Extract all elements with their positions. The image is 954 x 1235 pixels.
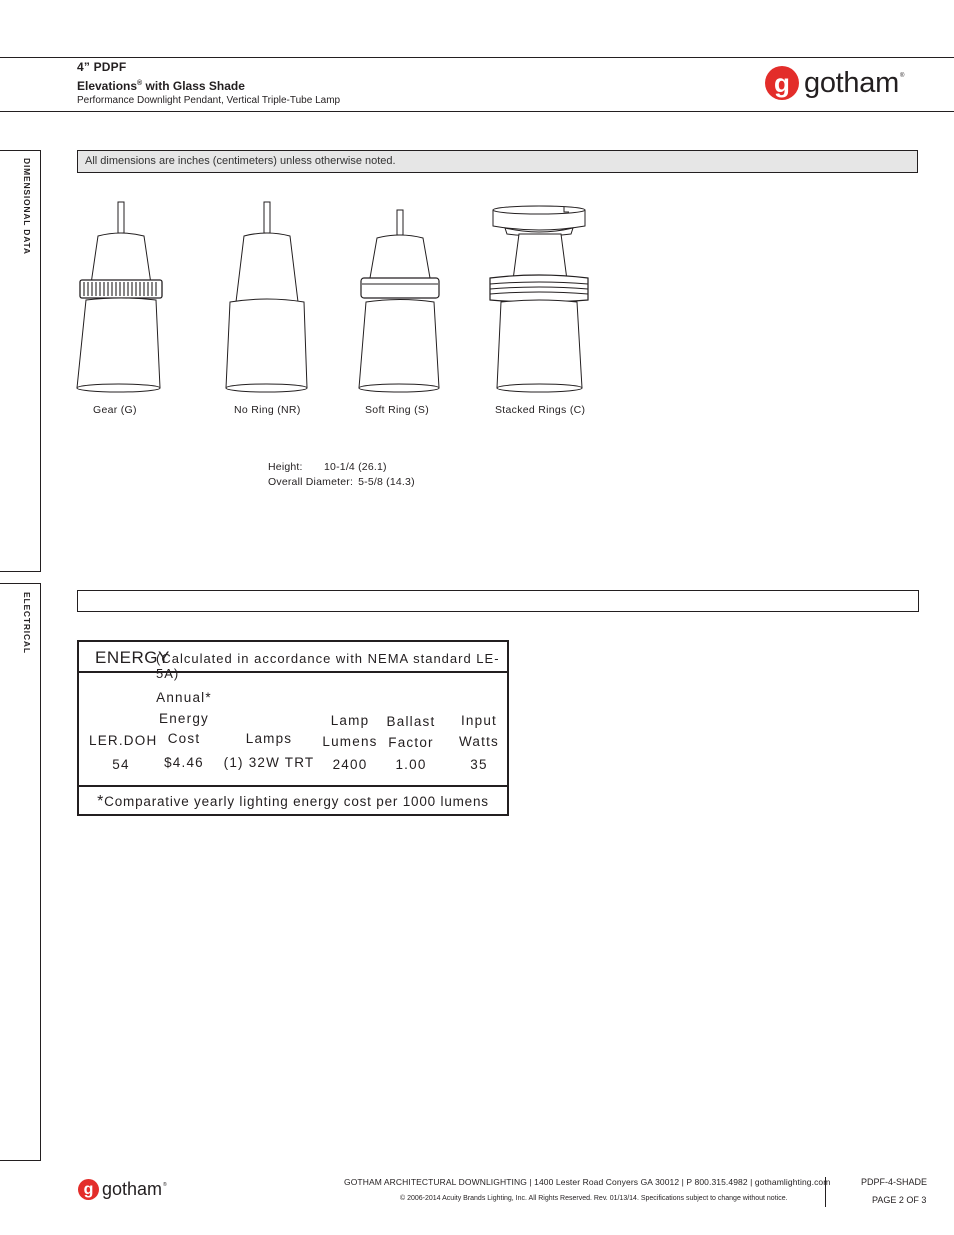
lamp-label-stacked-rings: Stacked Rings (C) bbox=[495, 404, 586, 416]
col-lamps bbox=[217, 673, 321, 785]
product-name bbox=[77, 79, 245, 93]
col-value: 54 bbox=[112, 757, 130, 772]
height-label: Height: bbox=[268, 461, 303, 473]
lamp-gear-drawing bbox=[74, 200, 164, 395]
col-header bbox=[447, 711, 511, 752]
lamp-label-no-ring: No Ring (NR) bbox=[234, 404, 301, 416]
header-top-rule bbox=[0, 57, 954, 58]
footnote-text: Comparative yearly lighting energy cost per 1000 lumens bbox=[104, 794, 489, 809]
header-bottom-rule bbox=[0, 111, 954, 112]
lamp-no-ring-drawing bbox=[222, 200, 312, 395]
side-label-dimensional-data: DIMENSIONAL DATA bbox=[22, 158, 32, 255]
col-value: 1.00 bbox=[395, 757, 427, 772]
col-header: Lamps bbox=[245, 731, 293, 746]
energy-subtitle: (Calculated in accordance with NEMA standard LE-5A) bbox=[156, 651, 500, 681]
gotham-wordmark: gotham bbox=[102, 1179, 163, 1199]
col-header-line: Energy bbox=[159, 710, 209, 726]
footnote-star: * bbox=[97, 793, 105, 810]
overall-dimensions bbox=[268, 460, 415, 490]
col-value: 2400 bbox=[332, 757, 368, 772]
registered-mark: ® bbox=[163, 1182, 167, 1188]
side-tab-dimensional bbox=[0, 150, 41, 572]
col-ler-doh bbox=[89, 673, 158, 785]
col-annual-energy-cost bbox=[153, 673, 215, 785]
col-header-line: Input bbox=[460, 713, 498, 728]
footer-divider bbox=[825, 1177, 826, 1207]
diameter-label: Overall Diameter: bbox=[268, 476, 354, 488]
document-code: PDPF-4-SHADE bbox=[861, 1177, 928, 1187]
gotham-logo-header bbox=[765, 66, 904, 100]
side-tab-electrical bbox=[0, 583, 41, 1161]
col-lamp-lumens bbox=[321, 673, 379, 785]
col-header-line: Ballast bbox=[386, 714, 436, 729]
col-header: LER.DOH bbox=[89, 733, 158, 748]
gotham-logo-footer bbox=[78, 1179, 167, 1200]
product-description: Performance Downlight Pendant, Vertical Triple-Tube Lamp bbox=[77, 95, 341, 106]
footer-address: GOTHAM ARCHITECTURAL DOWNLIGHTING | 1400 Lester Road Conyers GA 30012 | P 800.315.4982 | gothamlighting.com bbox=[344, 1177, 831, 1187]
footer-copyright: © 2006-2014 Acuity Brands Lighting, Inc. All Rights Reserved. Rev. 01/13/14. Specifications subject to change without notice. bbox=[400, 1195, 788, 1202]
col-header-line: Annual* bbox=[156, 690, 212, 705]
lamp-stacked-rings-drawing bbox=[487, 200, 592, 395]
col-ballast-factor bbox=[381, 673, 441, 785]
col-header-line: Watts bbox=[458, 733, 499, 749]
diameter-value: 5-5/8 (14.3) bbox=[358, 476, 415, 488]
col-header bbox=[153, 688, 215, 750]
energy-title: ENERGY bbox=[95, 648, 170, 667]
col-value: $4.46 bbox=[164, 755, 204, 770]
col-header bbox=[381, 712, 441, 753]
gotham-g-icon: g bbox=[78, 1179, 99, 1200]
product-name-text: Elevations bbox=[77, 79, 138, 93]
dimensions-note: All dimensions are inches (centimeters) unless otherwise noted. bbox=[85, 155, 396, 167]
energy-table bbox=[77, 640, 509, 816]
height-value: 10-1/4 (26.1) bbox=[324, 461, 387, 473]
col-header-line: Lumens bbox=[322, 733, 378, 749]
col-header bbox=[321, 711, 379, 752]
col-input-watts bbox=[447, 673, 511, 785]
page-number: PAGE 2 OF 3 bbox=[872, 1195, 927, 1205]
registered-mark: ® bbox=[137, 80, 143, 87]
lamp-label-soft-ring: Soft Ring (S) bbox=[365, 404, 430, 416]
col-header-line: Lamp bbox=[330, 713, 370, 728]
product-title: 4” PDPF bbox=[77, 60, 127, 74]
col-header-line: Cost bbox=[167, 731, 201, 746]
lamp-soft-ring-drawing bbox=[355, 200, 445, 395]
col-value: 35 bbox=[470, 757, 488, 772]
gotham-g-icon: g bbox=[765, 66, 799, 100]
registered-mark: ® bbox=[899, 73, 905, 79]
side-label-electrical: ELECTRICAL bbox=[22, 592, 32, 654]
gotham-wordmark: gotham bbox=[804, 66, 899, 99]
height-row bbox=[268, 460, 415, 475]
dimensions-note-bar bbox=[77, 150, 918, 173]
product-name-suffix: with Glass Shade bbox=[142, 79, 245, 93]
col-value: (1) 32W TRT bbox=[223, 755, 315, 770]
diameter-row bbox=[268, 475, 415, 490]
electrical-header-bar bbox=[77, 590, 919, 612]
energy-footnote bbox=[79, 785, 507, 816]
col-header-line: Factor bbox=[388, 734, 434, 750]
energy-table-header bbox=[79, 642, 507, 681]
lamp-label-gear: Gear (G) bbox=[93, 404, 137, 416]
